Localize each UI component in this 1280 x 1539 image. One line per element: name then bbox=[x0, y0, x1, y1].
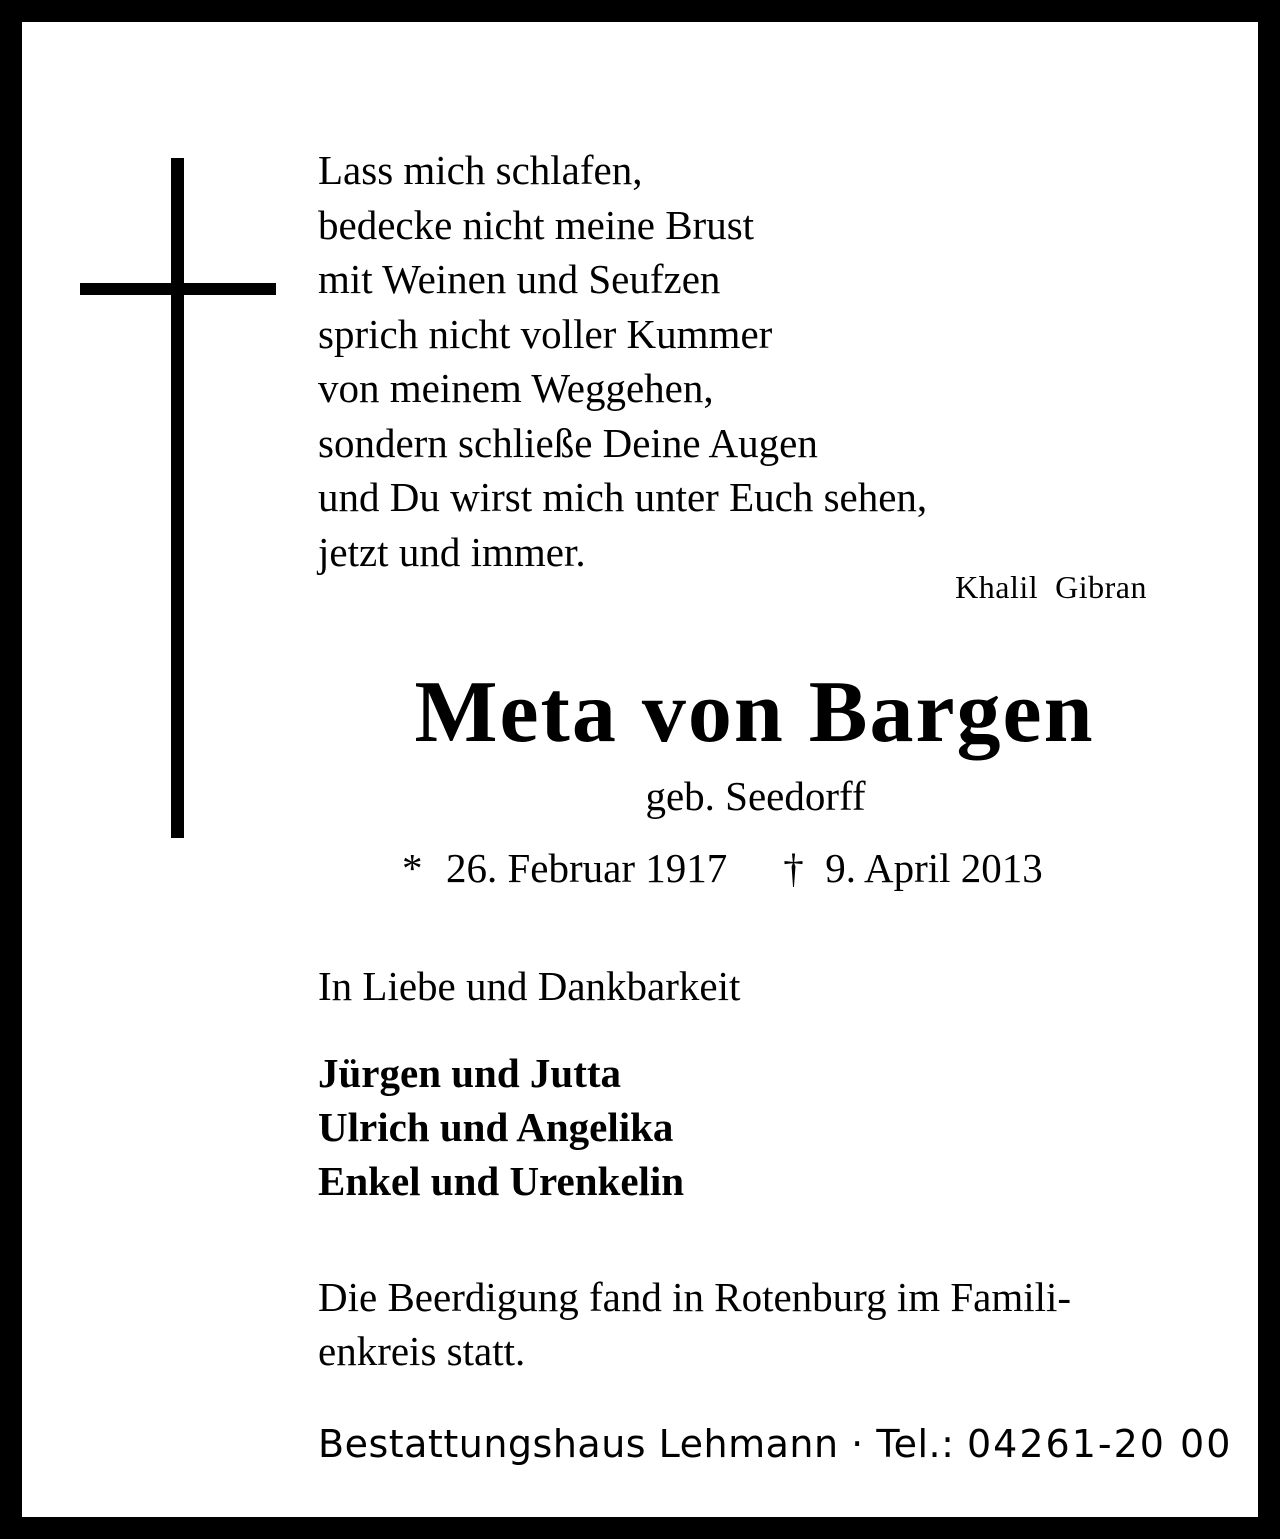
poem-line: mit Weinen und Seufzen bbox=[318, 256, 721, 302]
life-dates bbox=[402, 844, 1043, 892]
phone-label: Tel.: bbox=[876, 1422, 967, 1466]
poem-line: und Du wirst mich unter Euch sehen, bbox=[318, 474, 928, 520]
death-dagger-icon: † bbox=[783, 845, 804, 891]
poem-line: bedecke nicht meine Brust bbox=[318, 201, 755, 248]
poem bbox=[318, 143, 927, 579]
birth-star-icon: * bbox=[402, 845, 423, 891]
poem-line: von meinem Weggehen, bbox=[318, 365, 714, 411]
mourners-list bbox=[318, 1046, 684, 1208]
phone-number: 04261-20 00 bbox=[967, 1422, 1233, 1466]
mourner-entry: Ulrich und Angelika bbox=[318, 1104, 674, 1150]
funeral-home-name: Bestattungshaus Lehmann bbox=[318, 1422, 839, 1466]
mourner-entry: Jürgen und Jutta bbox=[318, 1050, 622, 1096]
poem-line: Lass mich schlafen, bbox=[318, 147, 643, 193]
birth-date: 26. Februar 1917 bbox=[446, 845, 728, 891]
maiden-name: geb. Seedorff bbox=[645, 773, 866, 819]
death-date: 9. April 2013 bbox=[825, 845, 1043, 891]
poem-line: jetzt und immer. bbox=[318, 528, 586, 575]
deceased-name: Meta von Bargen bbox=[414, 664, 1095, 761]
poem-line: sprich nicht voller Kummer bbox=[318, 310, 773, 357]
funeral-home-footer bbox=[318, 1422, 1232, 1466]
funeral-note-line: enkreis statt. bbox=[318, 1328, 526, 1374]
mourner-entry: Enkel und Urenkelin bbox=[318, 1158, 685, 1204]
dedication: In Liebe und Dankbarkeit bbox=[318, 963, 741, 1009]
cross-icon-crossbar bbox=[80, 283, 276, 295]
poem-author: Khalil Gibran bbox=[955, 569, 1147, 605]
footer-separator: · bbox=[838, 1422, 877, 1466]
poem-line: sondern schließe Deine Augen bbox=[318, 419, 818, 466]
funeral-note bbox=[318, 1270, 1071, 1378]
funeral-note-line: Die Beerdigung fand in Rotenburg im Famili- bbox=[318, 1274, 1072, 1320]
